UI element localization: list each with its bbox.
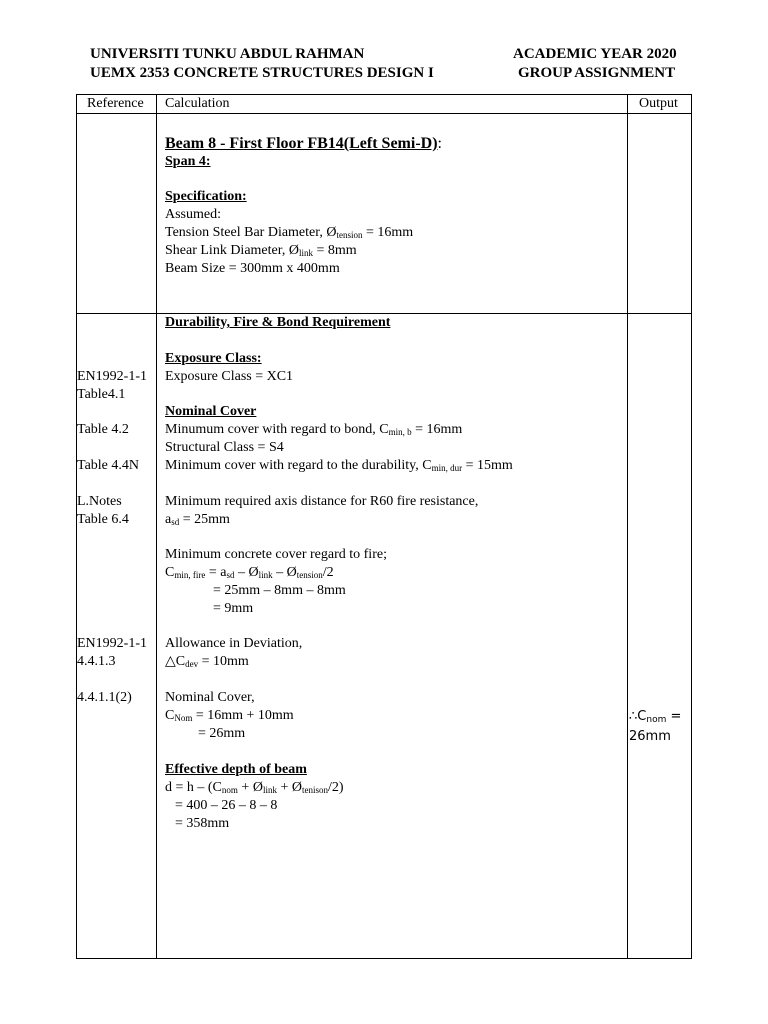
header-row-divider [77, 113, 691, 114]
assignment-type: GROUP ASSIGNMENT [518, 65, 676, 81]
axis-distance-value: $a_{sd} = 25mm$ [165, 512, 230, 527]
cover-bond: Minumum cover with regard to bond, $C_{min, b} = 16mm$ [165, 422, 463, 437]
reference-table-4-4n: Table 4.4N [77, 458, 140, 473]
exposure-heading: Exposure Class: [165, 351, 262, 366]
effective-depth-substitution: = 400 – 26 – 8 – 8 [175, 798, 278, 813]
axis-distance-text: Minimum required axis distance for R60 fire resistance, [165, 494, 479, 509]
reference-clause-4-4-1-1: 4.4.1.1(2) [77, 690, 132, 705]
fire-cover-result: = 9mm [213, 601, 254, 616]
cover-durability: Minimum cover with regard to the durability, $C_{min, dur} = 15mm$ [165, 458, 513, 473]
span-label: Span 4: [165, 154, 211, 169]
reference-en1992-deviation: EN1992-1-1 [77, 636, 147, 651]
reference-table-6-4: Table 6.4 [77, 512, 129, 527]
document-header-right [513, 45, 677, 83]
effective-depth-equation: $d = h - (C_{nom}$ + $Ø_{link}$ + $Ø_{tenison}/2$) [165, 780, 344, 795]
university-name: UNIVERSITI TUNKU ABDUL RAHMAN [90, 46, 365, 62]
beam-title: Beam 8 - First Floor FB14(Left Semi-D): [165, 135, 442, 152]
reference-table-4-1: Table4.1 [77, 387, 126, 402]
reference-lecture-notes: L.Notes [77, 494, 122, 509]
deviation-value: $\triangle C_{dev} = 10mm$ [165, 654, 249, 669]
column-divider [627, 95, 628, 958]
effective-depth-result: = 358mm [175, 816, 230, 831]
structural-class: Structural Class = S4 [165, 440, 284, 455]
fire-cover-text: Minimum concrete cover regard to fire; [165, 547, 387, 562]
nominal-cover-equation: $C_{Nom} = 16mm + 10mm$ [165, 708, 294, 723]
column-header-calculation: Calculation [165, 96, 230, 111]
document-header-left [90, 45, 434, 83]
effective-depth-heading: Effective depth of beam [165, 762, 307, 777]
academic-year: ACADEMIC YEAR 2020 [513, 46, 677, 62]
column-header-output: Output [639, 96, 678, 111]
output-nominal-cover: $\therefore C_{nom}$ = [629, 709, 682, 725]
tension-bar-diameter: Tension Steel Bar Diameter, $Ø_{tension} = 16mm$ [165, 225, 414, 240]
deviation-text: Allowance in Deviation, [165, 636, 303, 651]
fire-cover-substitution: = 25mm – 8mm – 8mm [213, 583, 346, 598]
specification-heading: Specification: [165, 189, 247, 204]
nominal-cover-text: Nominal Cover, [165, 690, 255, 705]
course-name: UEMX 2353 CONCRETE STRUCTURES DESIGN I [90, 65, 434, 81]
reference-clause-4-4-1-3: 4.4.1.3 [77, 654, 116, 669]
shear-link-diameter: Shear Link Diameter, $Ø_{link} = 8mm$ [165, 243, 357, 258]
reference-table-4-2: Table 4.2 [77, 422, 129, 437]
assumed-label: Assumed: [165, 207, 221, 222]
column-divider [156, 95, 157, 958]
output-nominal-cover-value: 26mm [629, 729, 671, 744]
reference-en1992: EN1992-1-1 [77, 369, 147, 384]
nominal-cover-result: = 26mm [198, 726, 246, 741]
beam-size: Beam Size = 300mm x 400mm [165, 261, 340, 276]
column-header-reference: Reference [87, 96, 144, 111]
fire-cover-equation: $C_{min, fire} = a_{sd}$ – $Ø_{link}$ – $Ø_{tension}/2$ [165, 565, 334, 580]
nominal-cover-heading: Nominal Cover [165, 404, 257, 419]
exposure-value: Exposure Class = XC1 [165, 369, 294, 384]
durability-heading: Durability, Fire & Bond Requirement [165, 315, 391, 330]
